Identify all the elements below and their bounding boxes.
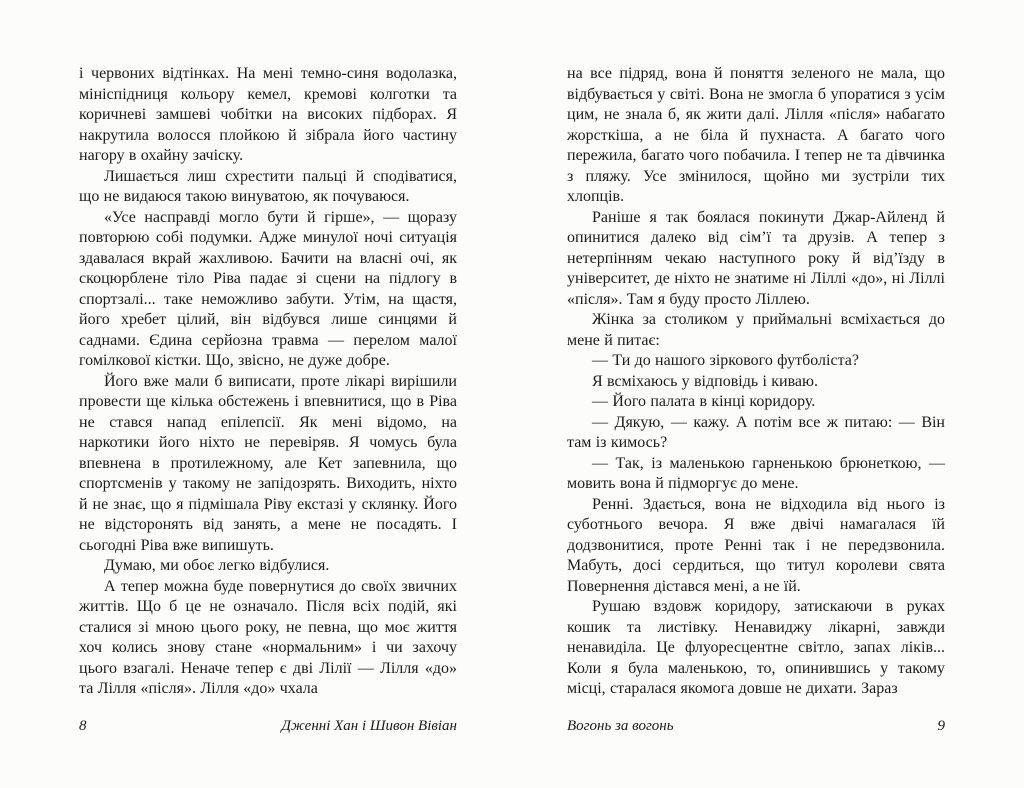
paragraph: Ренні. Здається, вона не відходила від нього із суботнього вечора. Я вже двічі намагалася їй додзвонитися, проте Ренні так і не передзвонила. Мабуть, досі сердиться, що титул королеви свята Повернення дістався мені, а не їй.: [567, 495, 945, 595]
page-left-footer: [79, 716, 457, 736]
paragraph: — Його палата в кінці коридору.: [592, 393, 816, 410]
paragraph: Лишається лиш схрестити пальці й сподіватися, що не видаюся такою винуватою, як почуваюся.: [79, 167, 457, 205]
page-left: [79, 64, 457, 764]
page-number-left: 8: [79, 718, 87, 734]
paragraph: Думаю, ми обоє легко відбулися.: [104, 557, 330, 574]
paragraph: Я всміхаюсь у відповідь і киваю.: [592, 372, 818, 390]
paragraph: А тепер можна буде повернутися до своїх звичних життів. Що б це не означало. Після всіх подій, які сталися зі мною цього року, не певна, що моє життя хоч колись знову стане «нормальним» і чи захочу цього взагалі. Неначе тепер є дві Лілії — Лілля «до» та Лілля «після». Лілля «до» чхала: [79, 577, 457, 697]
paragraph: — Дякую, — кажу. А потім все ж питаю: — Він там із кимось?: [567, 413, 945, 451]
page-right-body: [567, 64, 945, 700]
paragraph: Рушаю вздовж коридору, затискаючи в руках кошик та листівку. Ненавиджу лікарні, завжди ненавиділа. Це флуоресцентне світло, запах ліків... Коли я була маленькою, то, опинившись у такому місці, старалася якомога довше не дихати. Зараз: [567, 598, 945, 697]
paragraph: Раніше я так боялася покинути Джар-Айленд й опинитися далеко від сім’ї та друзів. А тепер з нетерпінням чекаю наступного року й від’їзду в університет, де ніхто не знатиме ні Ліллі «до», ні Ліллі «після». Там я буду просто Ліллею.: [567, 208, 945, 308]
paragraph: «Усе насправді могло бути й гірше», — щоразу повторюю собі подумки. Адже минулої ночі ситуація здавалася вкрай жахливою. Бачити на власні очі, як скоцюрблене тіло Ріва падає зі сцени на підлогу в спортзалі... таке неможливо забути. Утім, на щастя, його хребет цілий, він відбувся лише синцями й саднами. Єдина серйозна травма — перелом малої гомілкової кістки. Що, звісно, не дуже добре.: [79, 208, 457, 369]
running-title-book: Вогонь за вогонь: [567, 718, 674, 734]
page-left-body: [79, 64, 457, 700]
paragraph: Його вже мали б виписати, проте лікарі вирішили провести ще кілька обстежень і впевнитися, що в Ріва не стався напад епілепсії. Як мені відомо, на наркотики його ніхто не перевіряв. Я чомусь була впевнена в протилежному, але Кет запевнила, що спортсменів у такому не запідозрять. Виходить, ніхто й не знає, що я підмішала Ріву екстазі у склянку. Його не відсторонять від занять, а мене не посадять. І сьогодні Ріва вже випишуть.: [79, 372, 457, 554]
page-right-footer: [567, 716, 945, 736]
paragraph: Жінка за столиком у приймальні всміхається до мене й питає:: [567, 311, 945, 349]
paragraph: на все підряд, вона й поняття зеленого не мала, що відбувається у світі. Вона не змогла б упоратися з усім цим, не знала б, як жити далі. Лілля «після» набагато жорсткіша, а не біла й пухнаста. А багато чого пережила, багато чого побачила. І тепер не та дівчинка з пляжу. Усе змінилося, щойно ми зустріли тих хлопців.: [567, 65, 945, 205]
running-title-authors: Дженні Хан і Шивон Вівіан: [281, 718, 457, 734]
paragraph: — Так, із маленькою гарненькою брюнеткою, — мовить вона й підморгує до мене.: [567, 454, 945, 492]
page-number-right: 9: [937, 718, 945, 734]
paragraph: і червоних відтінках. На мені темно-синя водолазка, мініспідниця кольору кемел, кремові колготки та коричневі замшеві чобітки на високих підборах. Я накрутила волосся плойкою й зібрала його частину нагору в охайну зачіску.: [79, 65, 457, 164]
page-right: [567, 64, 945, 764]
paragraph: — Ти до нашого зіркового футболіста?: [592, 352, 859, 369]
